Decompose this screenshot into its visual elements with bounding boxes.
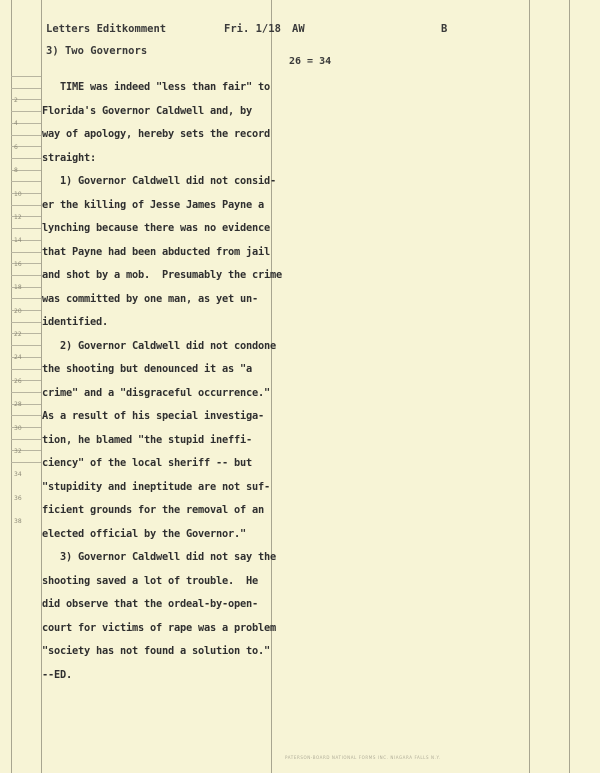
body-line: er the killing of Jesse James Payne a <box>42 198 264 211</box>
page-reference: 26 = 34 <box>289 56 332 67</box>
line-number: 18 <box>14 284 22 292</box>
margin-tick <box>11 135 41 136</box>
margin-tick <box>11 76 41 77</box>
line-number: 8 <box>14 167 18 175</box>
margin-tick <box>11 392 41 393</box>
printer-imprint: PATERSON-BOARD NATIONAL FORMS INC. NIAGARA FALLS N.Y. <box>285 755 441 760</box>
line-number: 36 <box>14 494 22 502</box>
date-label: Fri. 1/18 <box>224 23 281 35</box>
line-number: 4 <box>14 120 18 128</box>
body-line: ficient grounds for the removal of an <box>42 504 264 516</box>
line-number: 14 <box>14 237 22 245</box>
margin-tick <box>11 88 41 89</box>
column-rule-text <box>271 0 272 773</box>
body-line: --ED. <box>42 668 72 681</box>
body-line: and shot by a mob. Presumably the crime <box>42 269 282 281</box>
body-line: As a result of his special investiga- <box>42 410 264 422</box>
margin-tick <box>11 415 41 416</box>
body-line: ciency" of the local sheriff -- but <box>42 457 252 469</box>
writer-initials: AW <box>292 23 305 35</box>
body-line: identified. <box>42 316 108 328</box>
margin-tick <box>11 205 41 206</box>
body-line: straight: <box>42 151 96 164</box>
margin-rule-outer <box>11 0 12 773</box>
column-rule-right-1 <box>529 0 530 773</box>
line-number: 34 <box>14 471 22 479</box>
margin-tick <box>11 252 41 253</box>
body-line: TIME was indeed "less than fair" to <box>42 81 270 93</box>
line-number: 28 <box>14 401 22 409</box>
body-line: "society has not found a solution to." <box>42 645 270 657</box>
margin-tick <box>11 158 41 159</box>
line-number: 12 <box>14 214 22 221</box>
line-number: 30 <box>14 424 22 432</box>
line-number: 32 <box>14 448 22 455</box>
body-line: court for victims of rape was a problem <box>42 621 276 634</box>
line-number: 24 <box>14 354 22 362</box>
body-line: was committed by one man, as yet un- <box>42 292 258 305</box>
line-number: 2 <box>14 97 18 104</box>
margin-tick <box>11 345 41 346</box>
body-line: crime" and a "disgraceful occurrence." <box>42 386 270 399</box>
body-line: 1) Governor Caldwell did not consid- <box>42 175 276 187</box>
margin-tick <box>11 111 41 112</box>
version-label: B <box>441 23 448 35</box>
line-number: 20 <box>14 307 22 315</box>
body-line: 2) Governor Caldwell did not condone <box>42 339 276 352</box>
margin-tick <box>11 275 41 276</box>
body-line: 3) Governor Caldwell did not say the <box>42 551 276 563</box>
line-number: 6 <box>14 143 18 151</box>
line-number: 26 <box>14 377 22 385</box>
body-line: tion, he blamed "the stupid ineffi- <box>42 433 252 446</box>
line-number: 16 <box>14 260 22 268</box>
margin-tick <box>11 181 41 182</box>
body-line: shooting saved a lot of trouble. He <box>42 574 258 587</box>
body-line: "stupidity and ineptitude are not suf- <box>42 480 270 493</box>
body-line: that Payne had been abducted from jail <box>42 245 270 258</box>
body-line: elected official by the Governor." <box>42 527 246 540</box>
body-line: way of apology, hereby sets the record <box>42 128 270 140</box>
margin-tick <box>11 462 41 463</box>
letter-title: 3) Two Governors <box>46 45 148 57</box>
margin-tick <box>11 228 41 229</box>
body-line: the shooting but denounced it as "a <box>42 363 252 375</box>
body-line: Florida's Governor Caldwell and, by <box>42 104 252 117</box>
margin-tick <box>11 439 41 440</box>
margin-tick <box>11 298 41 299</box>
margin-tick <box>11 369 41 370</box>
body-line: lynching because there was no evidence <box>42 222 270 234</box>
department-label: Letters Editkomment <box>46 23 167 35</box>
line-number: 10 <box>14 190 22 198</box>
line-number: 22 <box>14 331 22 338</box>
line-number: 38 <box>14 518 22 526</box>
body-line: did observe that the ordeal-by-open- <box>42 598 258 610</box>
margin-tick <box>11 322 41 323</box>
column-rule-right-2 <box>569 0 570 773</box>
